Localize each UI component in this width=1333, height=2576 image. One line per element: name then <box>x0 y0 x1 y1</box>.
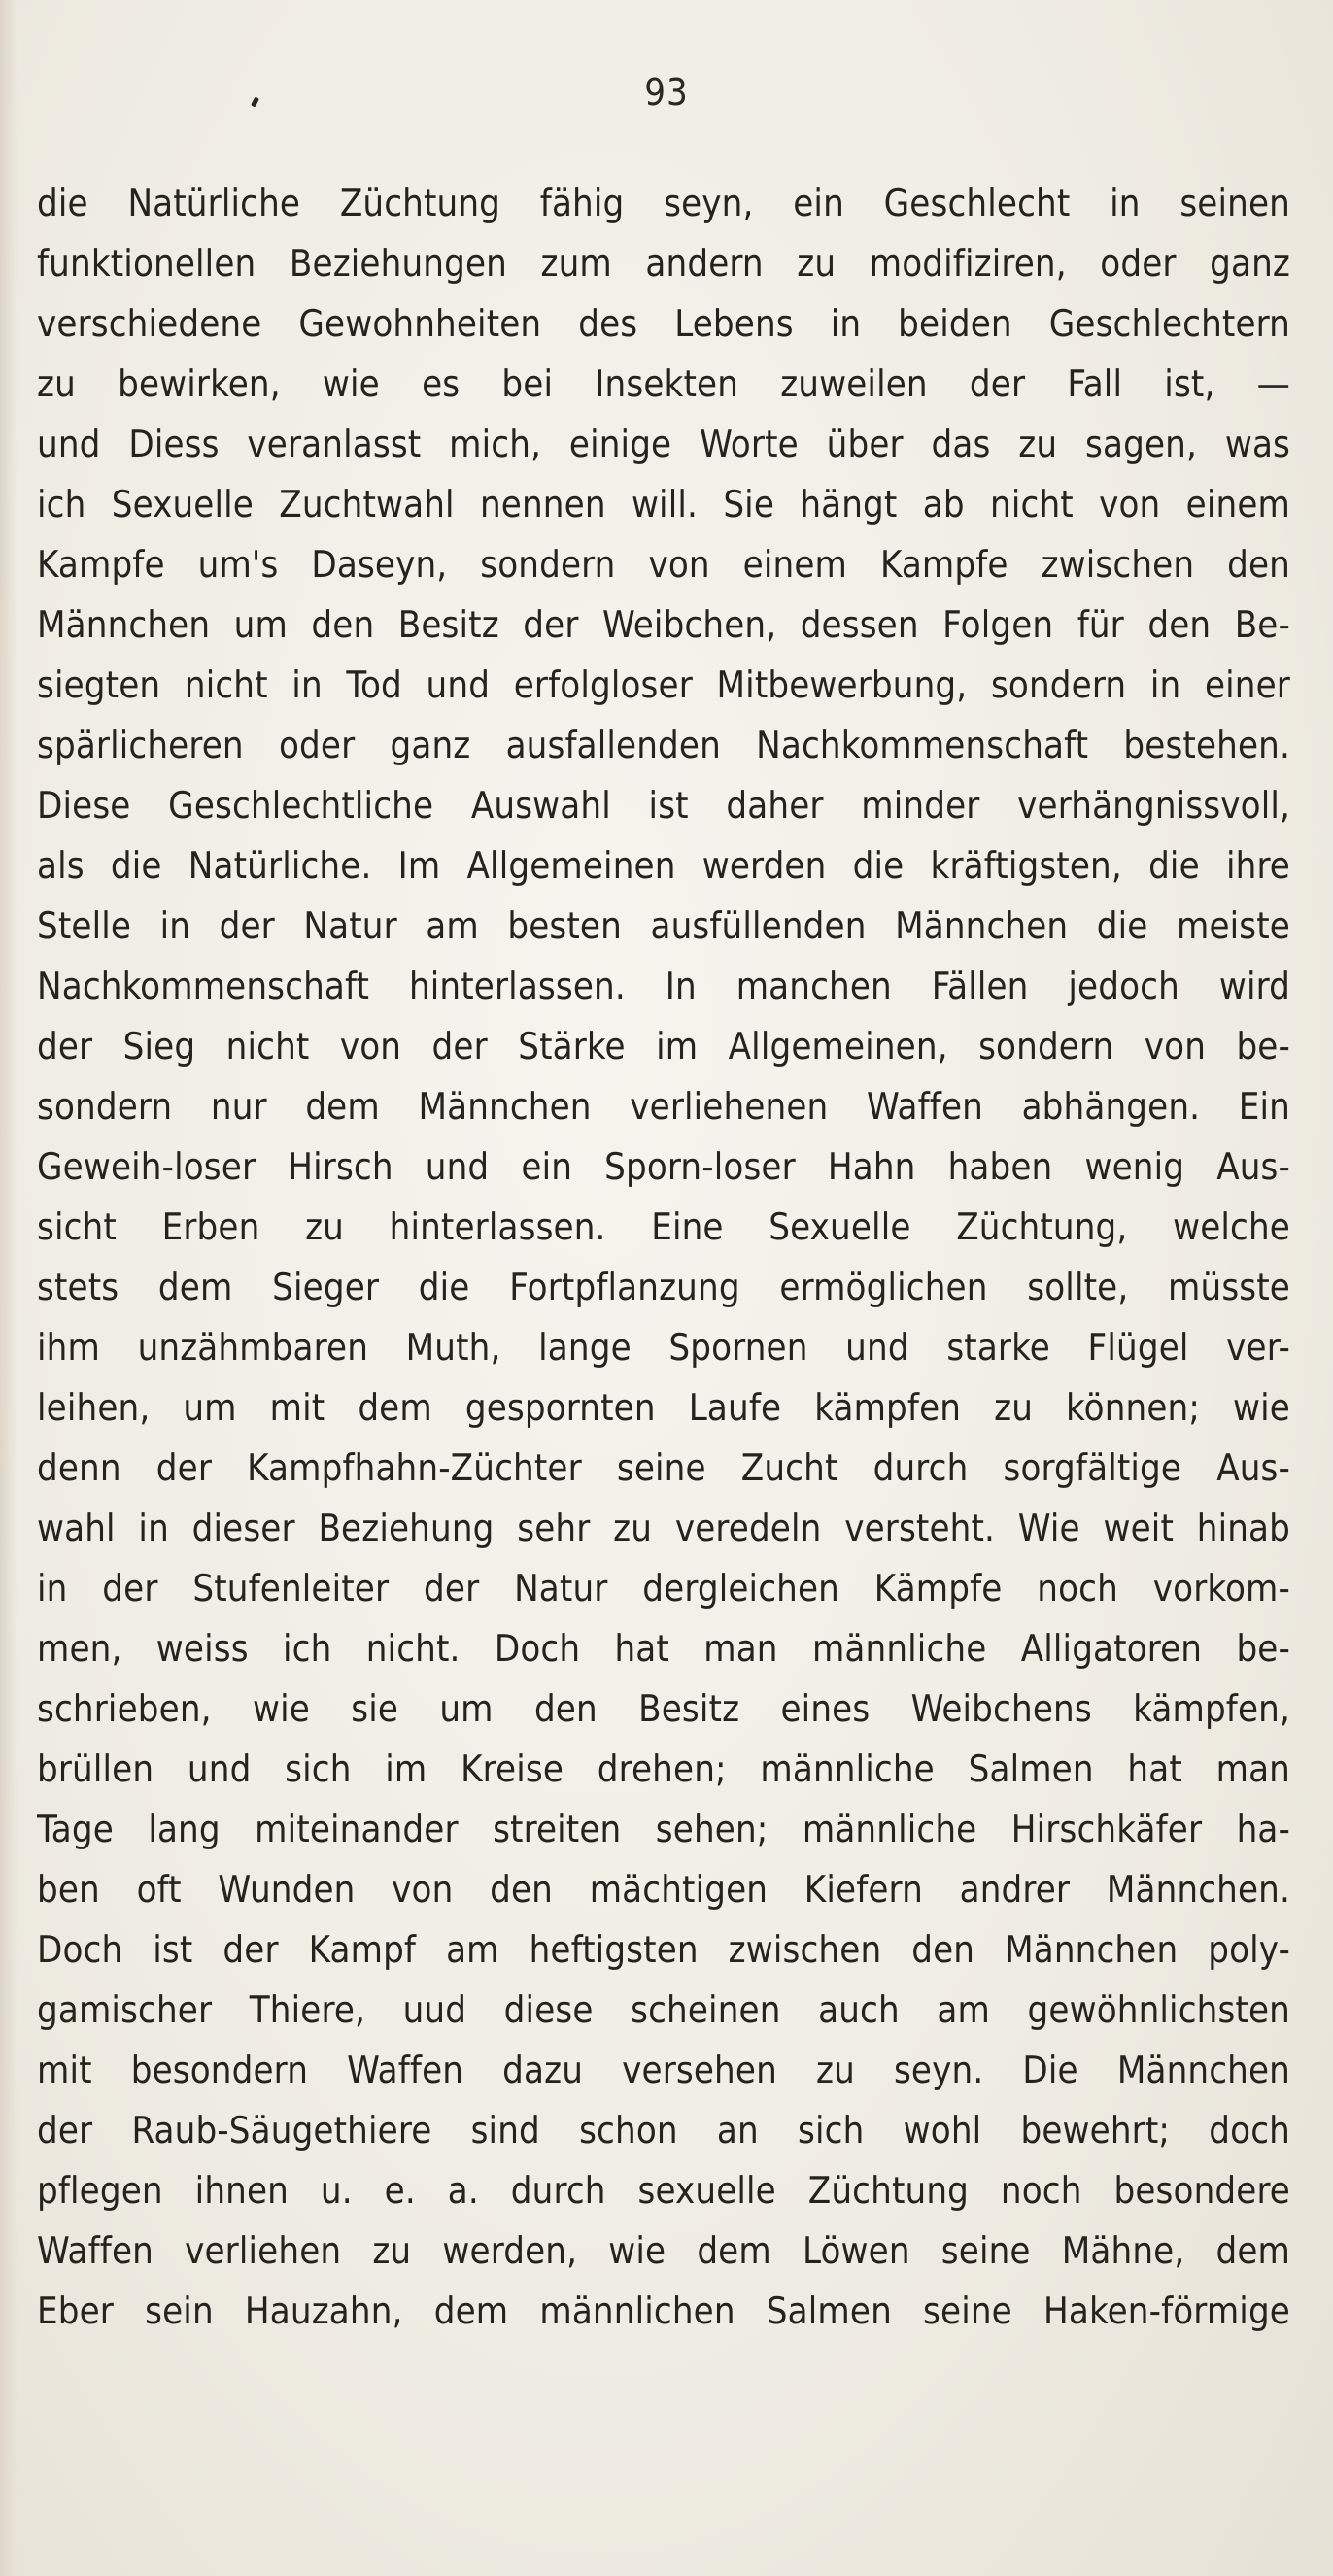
text-line: sondern nur dem Männchen verliehenen Waffen abhängen. Ein <box>37 1085 1290 1128</box>
text-line: der Raub-Säugethiere sind schon an sich wohl bewehrt; doch <box>37 2109 1290 2152</box>
text-line: Doch ist der Kampf am heftigsten zwischen den Männchen poly- <box>37 1928 1290 1971</box>
text-line: Diese Geschlechtliche Auswahl ist daher minder verhängnissvoll, <box>37 784 1290 827</box>
text-line: Männchen um den Besitz der Weibchen, dessen Folgen für den Be- <box>37 603 1290 646</box>
text-line: Waffen verliehen zu werden, wie dem Löwen seine Mähne, dem <box>37 2229 1290 2272</box>
page-edge-shadow <box>0 0 17 2576</box>
text-line: ben oft Wunden von den mächtigen Kiefern andrer Männchen. <box>37 1868 1290 1911</box>
text-line: die Natürliche Züchtung fähig seyn, ein Geschlecht in seinen <box>37 182 1290 224</box>
text-line: Tage lang miteinander streiten sehen; männliche Hirschkäfer ha- <box>37 1808 1290 1850</box>
text-line: siegten nicht in Tod und erfolgloser Mitbewerbung, sondern in einer <box>37 663 1290 706</box>
text-line: funktionellen Beziehungen zum andern zu modifiziren, oder ganz <box>37 242 1290 285</box>
text-line: denn der Kampfhahn-Züchter seine Zucht durch sorgfältige Aus- <box>37 1446 1290 1489</box>
text-line: wahl in dieser Beziehung sehr zu veredeln versteht. Wie weit hinab <box>37 1507 1290 1549</box>
text-line: men, weiss ich nicht. Doch hat man männliche Alligatoren be- <box>37 1627 1290 1670</box>
text-line: ihm unzähmbaren Muth, lange Spornen und starke Flügel ver- <box>37 1326 1290 1369</box>
text-line: als die Natürliche. Im Allgemeinen werden die kräftigsten, die ihre <box>37 844 1290 887</box>
text-line: schrieben, wie sie um den Besitz eines Weibchens kämpfen, <box>37 1687 1290 1730</box>
text-line: zu bewirken, wie es bei Insekten zuweilen der Fall ist, — <box>37 362 1290 405</box>
text-line: gamischer Thiere, uud diese scheinen auch am gewöhnlichsten <box>37 1988 1290 2031</box>
text-line: stets dem Sieger die Fortpflanzung ermöglichen sollte, müsste <box>37 1266 1290 1308</box>
text-line: und Diess veranlasst mich, einige Worte über das zu sagen, was <box>37 423 1290 465</box>
text-line: verschiedene Gewohnheiten des Lebens in beiden Geschlechtern <box>37 302 1290 345</box>
text-line: Kampfe um's Daseyn, sondern von einem Kampfe zwischen den <box>37 543 1290 586</box>
text-line: der Sieg nicht von der Stärke im Allgemeinen, sondern von be- <box>37 1025 1290 1068</box>
text-line: Stelle in der Natur am besten ausfüllenden Männchen die meiste <box>37 904 1290 947</box>
text-line: leihen, um mit dem gespornten Laufe kämpfen zu können; wie <box>37 1386 1290 1429</box>
text-line: Eber sein Hauzahn, dem männlichen Salmen seine Haken-förmige <box>37 2289 1290 2332</box>
page-number: 93 <box>644 71 689 114</box>
text-line: ich Sexuelle Zuchtwahl nennen will. Sie hängt ab nicht von einem <box>37 483 1290 525</box>
text-line: in der Stufenleiter der Natur dergleichen Kämpfe noch vorkom- <box>37 1567 1290 1610</box>
text-line: pflegen ihnen u. e. a. durch sexuelle Züchtung noch besondere <box>37 2169 1290 2212</box>
text-line: brüllen und sich im Kreise drehen; männliche Salmen hat man <box>37 1747 1290 1790</box>
body-text <box>37 173 1290 2341</box>
text-line: mit besondern Waffen dazu versehen zu seyn. Die Männchen <box>37 2049 1290 2091</box>
text-line: Nachkommenschaft hinterlassen. In manchen Fällen jedoch wird <box>37 965 1290 1007</box>
text-line: Geweih-loser Hirsch und ein Sporn-loser Hahn haben wenig Aus- <box>37 1145 1290 1188</box>
text-line: spärlicheren oder ganz ausfallenden Nachkommenschaft bestehen. <box>37 724 1290 766</box>
text-line: sicht Erben zu hinterlassen. Eine Sexuelle Züchtung, welche <box>37 1205 1290 1248</box>
